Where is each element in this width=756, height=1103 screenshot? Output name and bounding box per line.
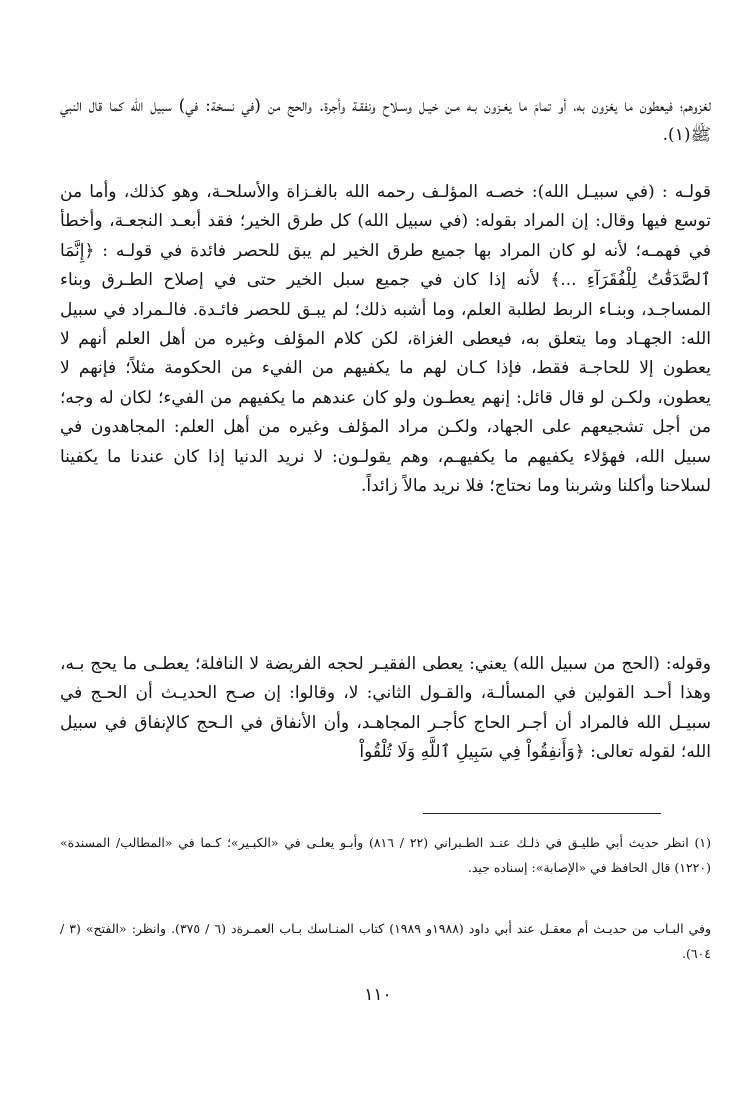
page-number: ١١٠ (364, 985, 392, 1005)
footnote-1: (١) انظر حديث أبي طليـق في ذلـك عنـد الطـبراني (٢٢ / ٨١٦) وأبـو يعلـى في «الكبـير»؛ كـما في «المطالب/ المسندة» (١٢٢٠) قال الحافظ في «الإصابة»: إسناده جيد. (60, 835, 711, 875)
footnote-separator (423, 813, 661, 814)
footnote-1-continuation: وفي البـاب من حديـث أم معقـل عند أبي داود (١٩٨٨و ١٩٨٩) كتاب المنـاسك بـاب العمـرةد (٦ / ٣٧٥). وانظر: «الفتح» (٣ / ٦٠٤). (60, 921, 712, 961)
body-paragraph-3: وقوله: (الحج من سبيل الله) يعني: يعطى الفقيـر لحجه الفريضة لا النافلة؛ يعطـى ما يحج بـه، وهذا أحـد القولين في المسألـة، والقـول الثاني: لا، وقالوا: إن صـح الحديـث أن الحـج في سبيـل الله فالمراد أن أجـر الحاج كأجـر المجاهـد، وأن الأنفاق في الـحج كالإنفاق في سبيل الله؛ لقوله تعالى: ﴿وَأَنفِقُواْ فِي سَبِيلِ ٱللَّهِ وَلَا تُلْقُواْ (60, 654, 711, 763)
body-paragraph-1: لغزوهم؛ فيعطون ما يغزون به، أو تمامَ ما يغـزون بـه مـن خيـل وسـلاح ونفقـة وأجرة. والحج من (في نسخة: في) سبيل الله كما قال النبي ﷺ(١). (60, 96, 711, 146)
body-paragraph-2: قولـه : (في سبيـل الله): خصـه المؤلـف رحمه الله بالغـزاة والأسلحـة، وهو كذلك، وأما من توسع فيها وقال: إن المراد بقوله: (في سبيل الله) كل طرق الخير؛ فقد أبعـد النجعـة، وأخطأ في فهمـه؛ لأنه لو كان المراد بها جميع طرق الخير لم يبق للحصر فائدة في قولـه : ﴿إِنَّمَا ٱلصَّدَقَٰتُ لِلْفُقَرَآءِ ...﴾ لأنه إذا كان في جميع سبل الخير حتى في إصلاح الطـرق وبناء المساجـد، وبنـاء الربط لطلبة العلم، وما أشبه ذلك؛ لم يبـق للحصر فائـدة. فالـمراد في سبيل الله: الجهـاد وما يتعلق به، فيعطى الغزاة، لكن كلام المؤلف وغيره من أهل العلم أنهم لا يعطون إلا للحاجـة فقط، فإذا كـان لهم ما يكفيهم من الفيء من الحكومة مثلاً؛ فإنهم لا يعطون، ولكـن لو قال قائل: إنهم يعطـون ولو كان عندهم ما يكفيهم من الفيء؛ لكان له وجه؛ من أجل تشجيعهم على الجهاد، ولكـن مراد المؤلف وغيره من أهل العلم: المجاهدون في سبيل الله، فهؤلاء يكفيهم ما يكفيهـم، وهم يقولـون: لا نريد الدنيا إذا كان عندنا ما يكفينا لسلاحنا وأكلنا وشربنا وما نحتاج؛ فلا نريد مالاً زائداً. (60, 182, 711, 497)
